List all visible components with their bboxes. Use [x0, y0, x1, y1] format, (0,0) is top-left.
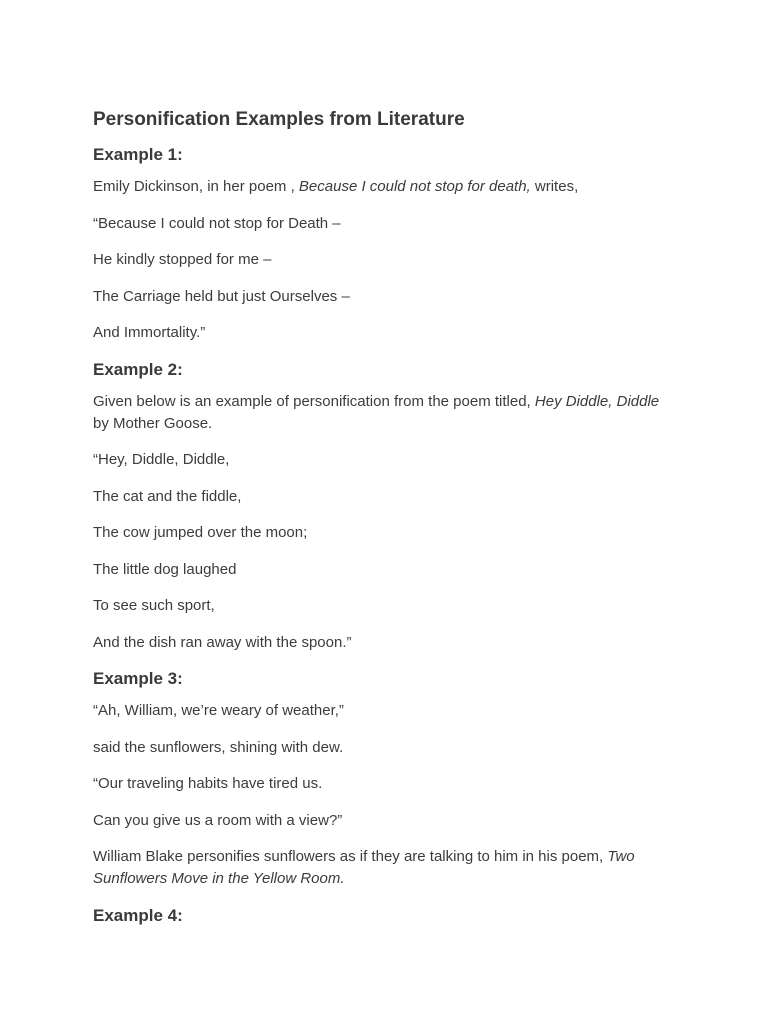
poem-line: said the sunflowers, shining with dew. [93, 738, 344, 756]
document-page [93, 108, 673, 937]
poem-line: The cow jumped over the moon; [93, 524, 308, 541]
poem-line: And the dish ran away with the spoon.” [93, 633, 352, 651]
example-2-intro [93, 391, 673, 435]
poem-line: The cat and the fiddle, [93, 487, 242, 505]
poem-line: The Carriage held but just Ourselves – [93, 287, 350, 305]
poem-line: Can you give us a room with a view?” [93, 811, 343, 829]
poem-line: “Because I could not stop for Death – [93, 214, 341, 232]
example-3-poem-title: Two Sunflowers Move in the Yellow Room. [93, 848, 635, 887]
example-2-intro-tail: by Mother Goose. [93, 414, 213, 432]
poem-line: The little dog laughed [93, 560, 237, 578]
example-4-heading: Example 4: [93, 905, 183, 925]
poem-line: “Our traveling habits have tired us. [93, 775, 323, 792]
example-1-intro-tail: writes, [530, 178, 579, 195]
example-1-intro [93, 176, 673, 198]
poem-line: “Ah, William, we’re weary of weather,” [93, 702, 344, 719]
example-1-heading: Example 1: [93, 145, 183, 164]
poem-line: And Immortality.” [93, 324, 206, 341]
example-2-intro-text: Given below is an example of personification from the poem titled, [93, 392, 535, 410]
example-1-intro-text: Emily Dickinson, in her poem , [93, 178, 299, 195]
poem-line: To see such sport, [93, 597, 215, 614]
example-2-heading: Example 2: [93, 359, 183, 379]
example-3-outro [93, 846, 673, 890]
poem-line: “Hey, Diddle, Diddle, [93, 451, 230, 468]
example-3-heading: Example 3: [93, 669, 183, 688]
example-1-poem-title: Because I could not stop for death, [298, 178, 531, 195]
example-2-poem-title: Hey Diddle, Diddle [534, 392, 660, 410]
poem-line: He kindly stopped for me – [93, 251, 272, 268]
page-title: Personification Examples from Literature [93, 109, 465, 130]
example-3-outro-text: William Blake personifies sunflowers as if they are talking to him in his poem, [93, 848, 608, 865]
